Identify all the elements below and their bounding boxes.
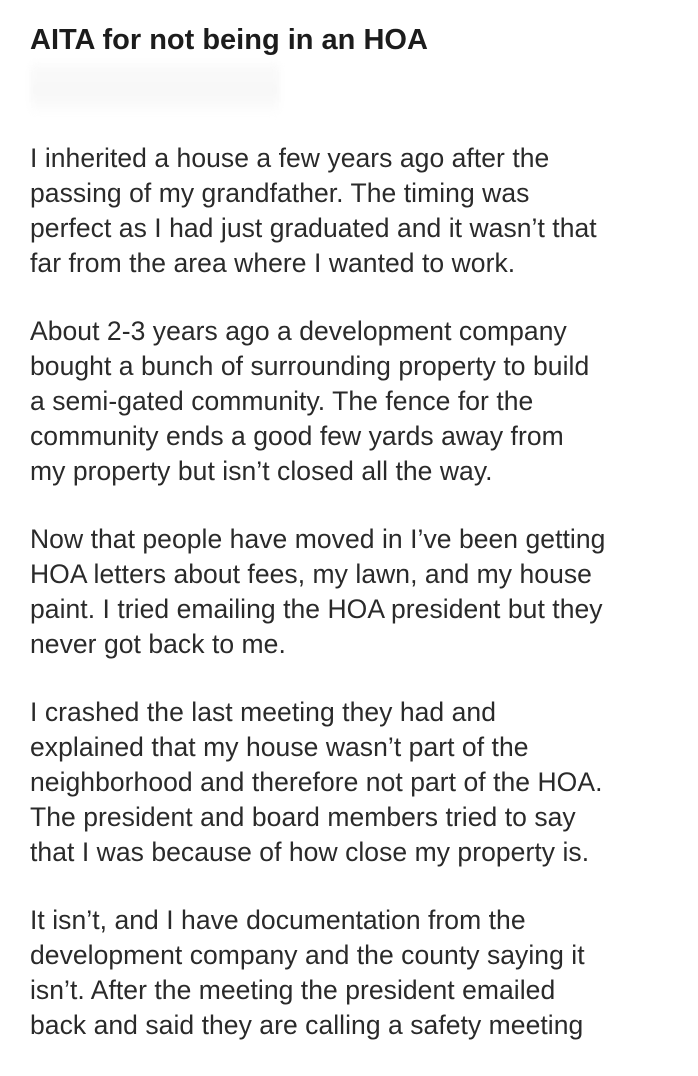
post-text-line: back and said they are calling a safety meeting: [30, 1010, 584, 1040]
post-text-line: It isn’t, and I have documentation from the: [30, 905, 526, 935]
post-text-line: community ends a good few yards away from: [30, 421, 564, 451]
post-paragraph-3: [30, 522, 690, 662]
post-title: AITA for not being in an HOA: [30, 24, 428, 56]
post-text-line: far from the area where I wanted to work.: [30, 248, 516, 278]
post-text-line: passing of my grandfather. The timing was: [30, 178, 530, 208]
post-paragraph-4: [30, 695, 690, 870]
post-text-line: paint. I tried emailing the HOA president but they: [30, 594, 603, 624]
post-meta-blurred: [30, 62, 280, 116]
post-text-line: isn’t. After the meeting the president emailed: [30, 975, 556, 1005]
post-body: [30, 141, 690, 1076]
post-text-line: Now that people have moved in I’ve been getting: [30, 524, 606, 554]
post-paragraph-5: [30, 903, 690, 1043]
post-paragraph-1: [30, 141, 690, 281]
post-text-line: development company and the county saying it: [30, 940, 585, 970]
post-text-line: my property but isn’t closed all the way.: [30, 456, 493, 486]
post-text-line: I crashed the last meeting they had and: [30, 697, 496, 727]
post-text-line: never got back to me.: [30, 629, 286, 659]
post-text-line: a semi-gated community. The fence for the: [30, 386, 534, 416]
post-text-line: that I was because of how close my property is.: [30, 837, 590, 867]
post-paragraph-2: [30, 314, 690, 489]
post-text-line: HOA letters about fees, my lawn, and my house: [30, 559, 592, 589]
post-text-line: bought a bunch of surrounding property to build: [30, 351, 590, 381]
post-text-line: neighborhood and therefore not part of the HOA.: [30, 767, 603, 797]
post-text-line: About 2-3 years ago a development company: [30, 316, 567, 346]
post-text-line: explained that my house wasn’t part of the: [30, 732, 529, 762]
post-text-line: The president and board members tried to say: [30, 802, 576, 832]
post-text-line: perfect as I had just graduated and it wasn’t that: [30, 213, 597, 243]
post-text-line: I inherited a house a few years ago after the: [30, 143, 550, 173]
